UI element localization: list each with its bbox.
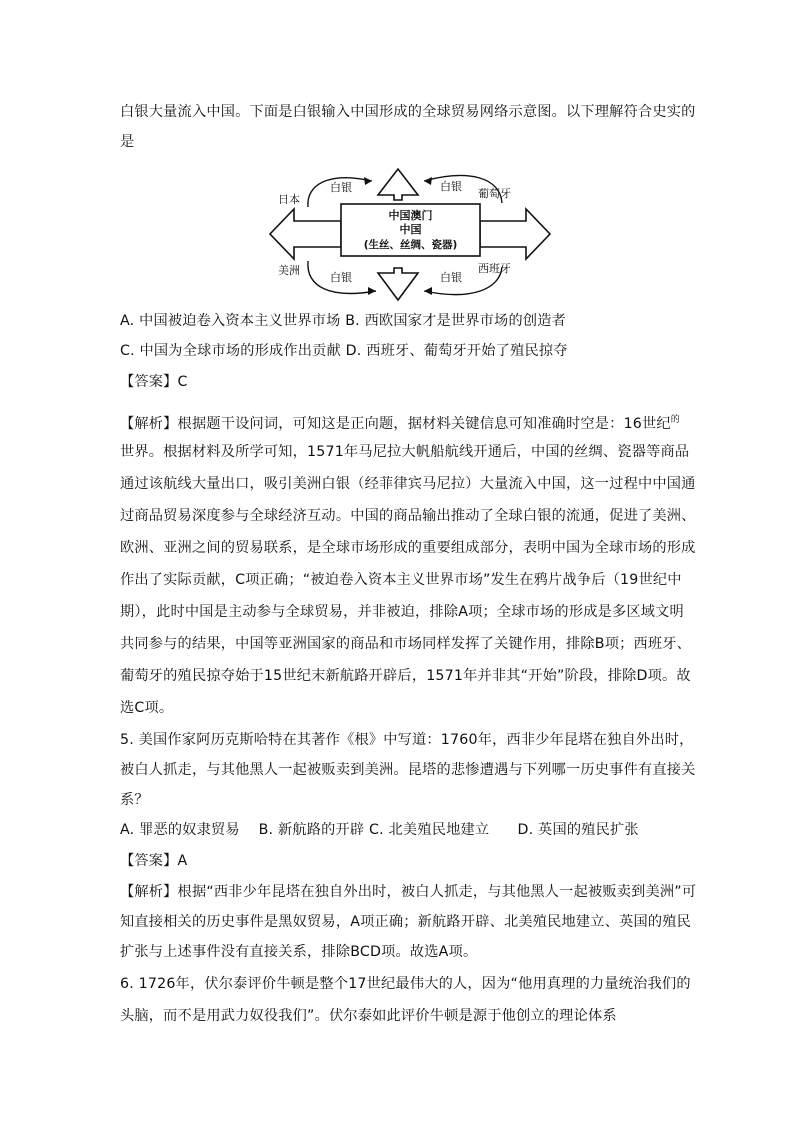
arrowhead-icon [424, 287, 432, 295]
answer-label: 【答案】A [120, 853, 188, 869]
analysis-line: 知直接相关的历史事件是黑奴贸易，A项正确；新航路开辟、北美殖民地建立、英国的殖民 [120, 914, 692, 930]
down-arrow [378, 268, 418, 300]
analysis-line: 过商品贸易深度参与全球经济互动。中国的商品输出推动了全球白银的流通，促进了美洲、 [120, 508, 696, 524]
label-japan: 日本 [278, 193, 300, 206]
option-line: A. 中国被迫卷入资本主义世界市场 B. 西欧国家才是世界市场的创造者 [120, 313, 566, 329]
analysis-line [120, 410, 680, 434]
question-stem-line: 白银大量流入中国。下面是白银输入中国形成的全球贸易网络示意图。以下理解符合史实的 [120, 104, 696, 120]
analysis-line: 葡萄牙的殖民掠夺始于15世纪末新航路开辟后，1571年并非其“开始”阶段，排除D项。故 [120, 668, 691, 684]
center-label-goods: (生丝、丝绸、瓷器) [363, 239, 458, 251]
center-label-macau: 中国澳门 [388, 209, 433, 222]
answer-label: 【答案】C [120, 374, 188, 390]
analysis-line: 期），此时中国是主动参与全球贸易，并非被迫，排除A项；全球市场的形成是多区域文明 [120, 604, 684, 620]
analysis-line: 【解析】根据“西非少年昆塔在独自外出时，被白人抓走，与其他黑人一起被贩卖到美洲”可 [120, 884, 697, 900]
question-stem-line: 5. 美国作家阿历克斯哈特在其著作《根》中写道：1760年，西非少年昆塔在独自外出时， [120, 732, 694, 748]
label-portugal: 葡萄牙 [478, 187, 511, 200]
arrowhead-icon [364, 177, 372, 185]
up-arrow [378, 169, 418, 200]
question-stem-line: 6. 1726年，伏尔泰评价牛顿是整个17世纪最伟大的人，因为“他用真理的力量统治我们的 [120, 976, 691, 992]
question-stem-line: 是 [120, 134, 135, 150]
question-stem-line: 被白人抓走，与其他黑人一起被贩卖到美洲。昆塔的悲惨遭遇与下列哪一历史事件有直接关 [120, 762, 696, 778]
option-line: A. 罪恶的奴隶贸易 B. 新航路的开辟 C. 北美殖民地建立 D. 英国的殖民扩张 [120, 822, 639, 838]
question-stem-line: 头脑，而不是用武力奴役我们”。伏尔泰如此评价牛顿是源于他创立的理论体系 [120, 1008, 617, 1024]
label-spain: 西班牙 [478, 262, 511, 275]
analysis-mark: 的 [670, 415, 680, 425]
analysis-line: 世界。根据材料及所学可知，1571年马尼拉大帆船航线开通后，中国的丝绸、瓷器等商品 [120, 444, 690, 460]
arrowhead-icon [368, 287, 376, 295]
analysis-line: 共同参与的结果，中国等亚洲国家的商品和市场同样发挥了关键作用，排除B项；西班牙、 [120, 636, 692, 652]
analysis-line: 作出了实际贡献，C项正确；“被迫卷入资本主义世界市场”发生在鸦片战争后（19世纪中 [120, 572, 682, 588]
left-arrow [270, 209, 341, 259]
label-americas: 美洲 [278, 264, 300, 277]
label-silver: 白银 [440, 180, 462, 193]
label-silver: 白银 [330, 181, 352, 194]
analysis-line: 选C项。 [120, 700, 174, 716]
arrowhead-icon [424, 177, 432, 185]
label-silver: 白银 [330, 271, 352, 284]
silver-trade-network-diagram [268, 163, 552, 305]
analysis-line: 扩张与上述事件没有直接关系，排除BCD项。故选A项。 [120, 944, 478, 960]
center-label-china: 中国 [399, 223, 422, 236]
option-line: C. 中国为全球市场的形成作出贡献 D. 西班牙、葡萄牙开始了殖民掠夺 [120, 343, 568, 359]
analysis-text: 【解析】根据题干设问词，可知这是正向题，据材料关键信息可知准确时空是：16世纪 [120, 416, 671, 432]
analysis-line: 通过该航线大量出口，吸引美洲白银（经菲律宾马尼拉）大量流入中国，这一过程中中国通 [120, 476, 696, 492]
question-stem-line: 系？ [120, 792, 149, 808]
analysis-line: 欧洲、亚洲之间的贸易联系，是全球市场形成的重要组成部分，表明中国为全球市场的形成 [120, 540, 696, 556]
label-silver: 白银 [440, 271, 462, 284]
right-arrow [480, 209, 550, 259]
